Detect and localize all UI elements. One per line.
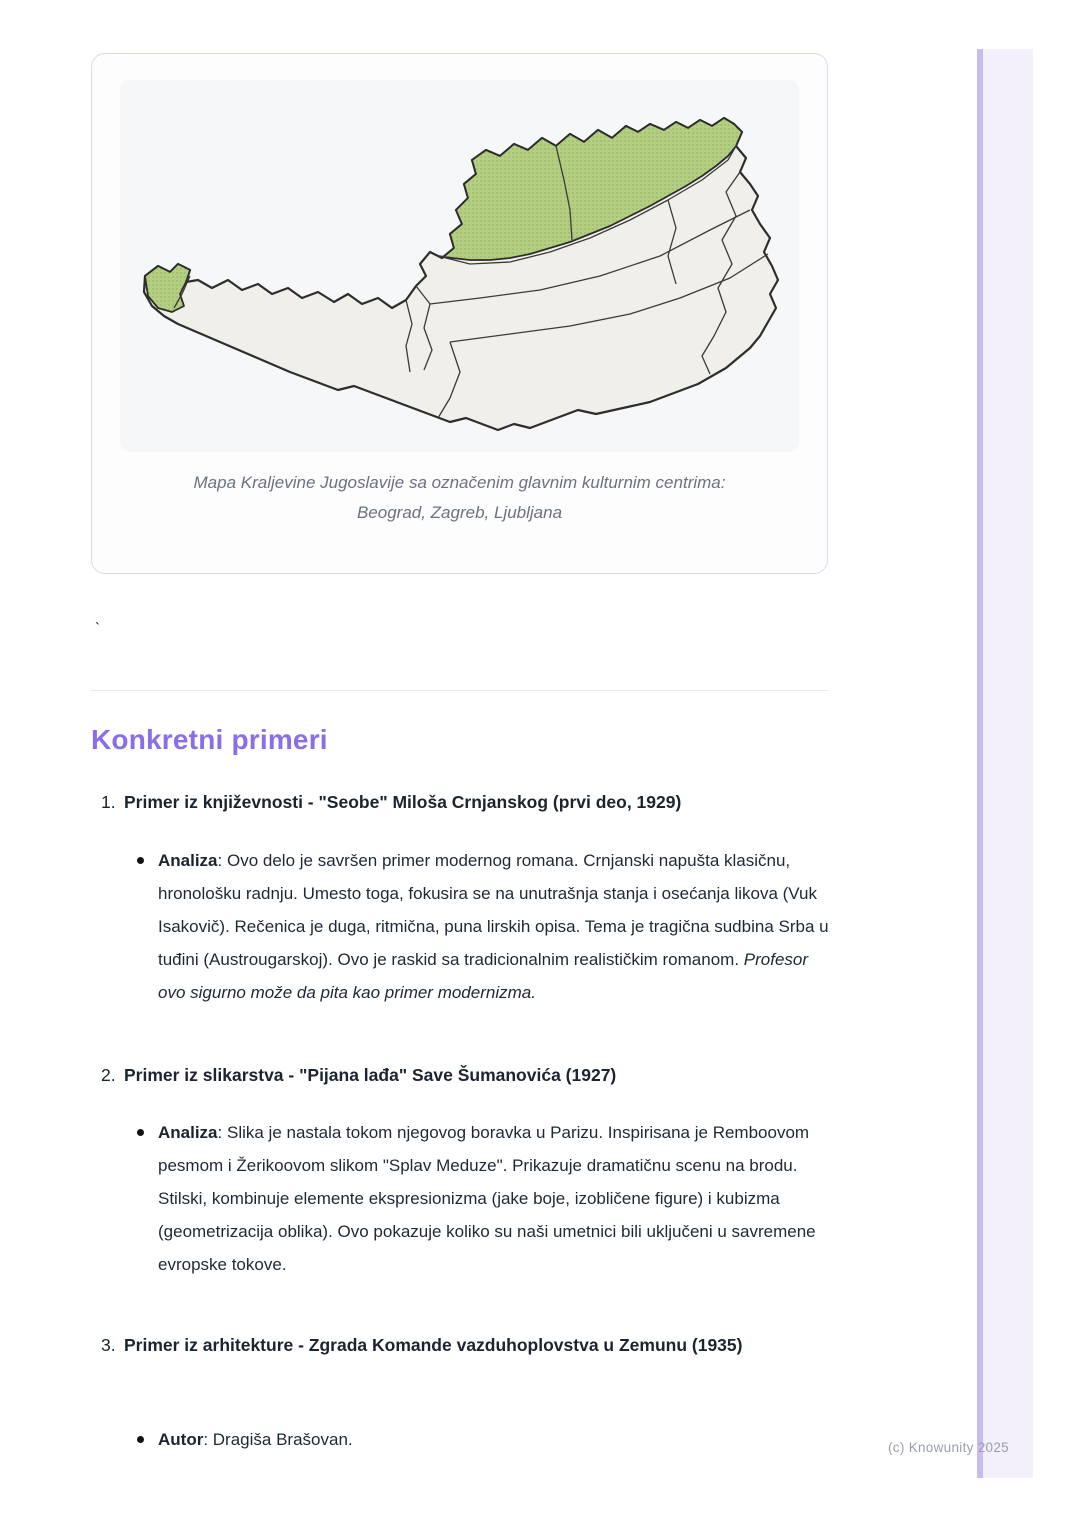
bullet-label: Autor <box>158 1430 204 1449</box>
bullet-label: Analiza <box>158 1123 218 1142</box>
list-item-number: 3. <box>101 1335 116 1355</box>
map-illustration <box>120 80 799 452</box>
section-divider <box>91 690 828 691</box>
list-item-title-text: Primer iz književnosti - "Seobe" Miloša Crnjanskog (prvi deo, 1929) <box>124 792 682 812</box>
list-item-title <box>91 1331 828 1360</box>
list-item-title-text: Primer iz arhitekture - Zgrada Komande vazduhoplovstva u Zemunu (1935) <box>124 1335 743 1355</box>
stray-backtick: ` <box>95 620 100 637</box>
list-item-bullet <box>158 844 830 1009</box>
bullet-label: Analiza <box>158 851 218 870</box>
list-item-title <box>91 1061 828 1090</box>
section-heading: Konkretni primeri <box>91 724 328 755</box>
bullet-dot-icon <box>137 857 144 864</box>
list-item-bullet <box>158 1116 830 1281</box>
list-item-title <box>91 788 828 817</box>
list-item-number: 1. <box>101 792 116 812</box>
bullet-text: : Dragiša Brašovan. <box>203 1430 353 1449</box>
copyright-text: (c) Knowunity 2025 <box>888 1440 1009 1455</box>
bullet-text: : Ovo delo je savršen primer modernog romana. Crnjanski napušta klasičnu, hronološku radnju. Umesto toga, fokusira se na unutrašnja stanja i osećanja likova (Vuk Isakovič). Rečenica je duga, ritmična, puna lirskih opisa. Tema je tragična sudbina Srba u tuđini (Austrougarskoj). Ovo je raskid sa tradicionalnim realističkim romanom. <box>158 851 829 969</box>
map-caption <box>92 468 827 528</box>
map-card <box>91 53 828 574</box>
map-panel <box>120 80 799 452</box>
page-edge-strip <box>977 49 1033 1478</box>
bullet-dot-icon <box>137 1129 144 1136</box>
list-item-bullet <box>158 1423 830 1456</box>
bullet-italic-text: Profesor ovo sigurno može da pita kao primer modernizma. <box>158 950 809 1002</box>
map-caption-line2: Beograd, Zagreb, Ljubljana <box>356 503 563 522</box>
bullet-text: : Slika je nastala tokom njegovog boravka u Parizu. Inspirisana je Remboovom pesmom i Žerikoovom slikom "Splav Meduze". Prikazuje dramatičnu scenu na brodu. Stilski, kombinuje elemente ekspresionizma (jake boje, izobličene figure) i kubizma (geometrizacija oblika). Ovo pokazuje koliko su naši umetnici bili uključeni u savremene evropske tokove. <box>158 1123 816 1274</box>
list-item-title-text: Primer iz slikarstva - "Pijana lađa" Save Šumanovića (1927) <box>124 1065 617 1085</box>
bullet-dot-icon <box>137 1436 144 1443</box>
list-item-number: 2. <box>101 1065 116 1085</box>
map-caption-line1: Mapa Kraljevine Jugoslavije sa označenim glavnim kulturnim centrima: <box>193 473 726 492</box>
